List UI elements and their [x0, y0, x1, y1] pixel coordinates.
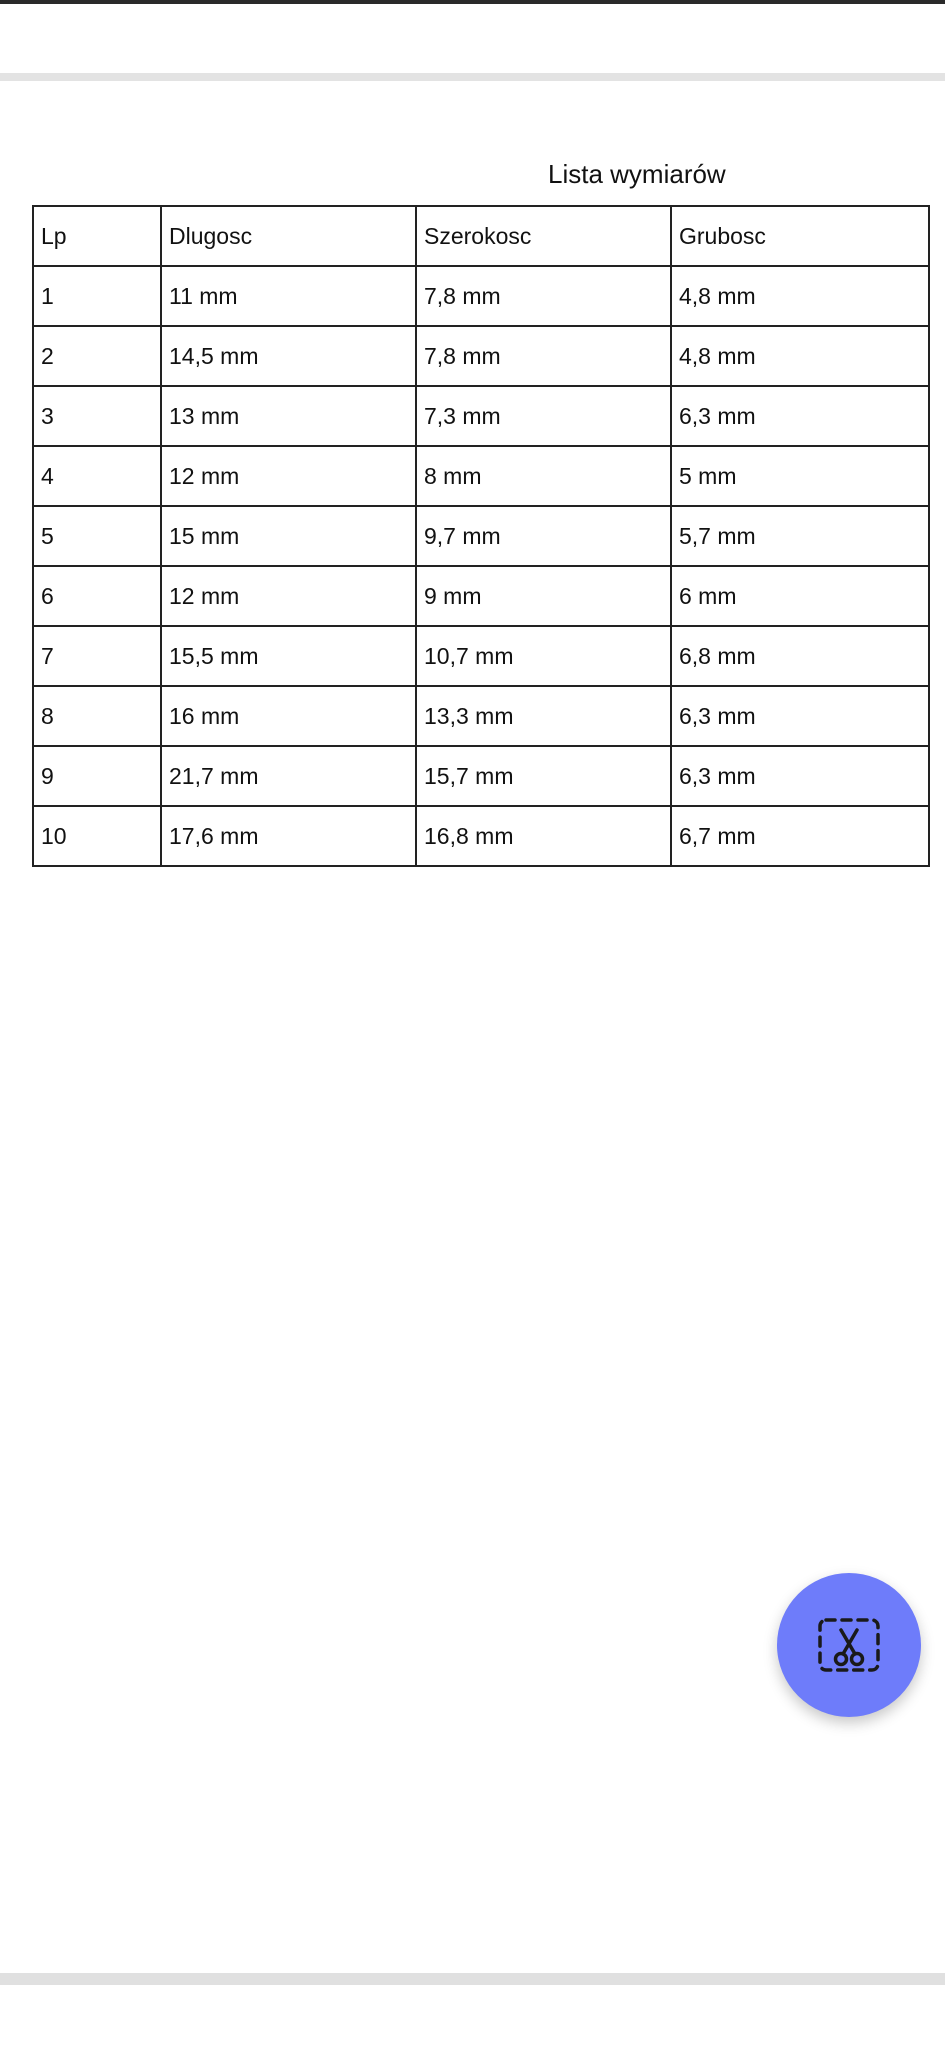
- cell-dlugosc: 11 mm: [161, 266, 416, 326]
- table-row: [33, 806, 929, 866]
- cell-szerokosc: 10,7 mm: [416, 626, 671, 686]
- header-szerokosc: Szerokosc: [416, 206, 671, 266]
- cell-lp: 5: [33, 506, 161, 566]
- cell-szerokosc: 7,3 mm: [416, 386, 671, 446]
- cell-szerokosc: 13,3 mm: [416, 686, 671, 746]
- cell-grubosc: 5,7 mm: [671, 506, 929, 566]
- cell-dlugosc: 21,7 mm: [161, 746, 416, 806]
- table-row: [33, 266, 929, 326]
- table-header-row: [33, 206, 929, 266]
- cell-szerokosc: 9,7 mm: [416, 506, 671, 566]
- cell-lp: 1: [33, 266, 161, 326]
- bottom-divider: [0, 1973, 945, 1985]
- cell-dlugosc: 13 mm: [161, 386, 416, 446]
- cell-grubosc: 6,8 mm: [671, 626, 929, 686]
- table-row: [33, 506, 929, 566]
- cell-lp: 2: [33, 326, 161, 386]
- header-dlugosc: Dlugosc: [161, 206, 416, 266]
- cell-lp: 9: [33, 746, 161, 806]
- cell-szerokosc: 15,7 mm: [416, 746, 671, 806]
- header-grubosc: Grubosc: [671, 206, 929, 266]
- cell-grubosc: 4,8 mm: [671, 326, 929, 386]
- table-row: [33, 446, 929, 506]
- cell-grubosc: 4,8 mm: [671, 266, 929, 326]
- top-edge: [0, 0, 945, 4]
- cell-lp: 8: [33, 686, 161, 746]
- screenshot-cut-icon: [814, 1610, 884, 1680]
- table-row: [33, 686, 929, 746]
- cell-szerokosc: 9 mm: [416, 566, 671, 626]
- top-divider: [0, 73, 945, 81]
- cell-lp: 6: [33, 566, 161, 626]
- cell-grubosc: 6,7 mm: [671, 806, 929, 866]
- cell-dlugosc: 12 mm: [161, 446, 416, 506]
- cell-dlugosc: 15 mm: [161, 506, 416, 566]
- cell-szerokosc: 16,8 mm: [416, 806, 671, 866]
- cell-szerokosc: 7,8 mm: [416, 266, 671, 326]
- dimensions-table: [32, 205, 930, 867]
- document-title: Lista wymiarów: [548, 159, 726, 189]
- cell-dlugosc: 15,5 mm: [161, 626, 416, 686]
- cell-grubosc: 5 mm: [671, 446, 929, 506]
- table-row: [33, 566, 929, 626]
- cell-dlugosc: 16 mm: [161, 686, 416, 746]
- cell-lp: 7: [33, 626, 161, 686]
- table-row: [33, 386, 929, 446]
- cell-lp: 3: [33, 386, 161, 446]
- cell-dlugosc: 17,6 mm: [161, 806, 416, 866]
- cell-lp: 10: [33, 806, 161, 866]
- table-row: [33, 746, 929, 806]
- cell-szerokosc: 8 mm: [416, 446, 671, 506]
- cell-lp: 4: [33, 446, 161, 506]
- cell-grubosc: 6,3 mm: [671, 386, 929, 446]
- table-row: [33, 626, 929, 686]
- cell-grubosc: 6 mm: [671, 566, 929, 626]
- cell-grubosc: 6,3 mm: [671, 746, 929, 806]
- cell-dlugosc: 12 mm: [161, 566, 416, 626]
- cell-dlugosc: 14,5 mm: [161, 326, 416, 386]
- cell-szerokosc: 7,8 mm: [416, 326, 671, 386]
- table-row: [33, 326, 929, 386]
- header-lp: Lp: [33, 206, 161, 266]
- screenshot-cut-button[interactable]: [777, 1573, 921, 1717]
- cell-grubosc: 6,3 mm: [671, 686, 929, 746]
